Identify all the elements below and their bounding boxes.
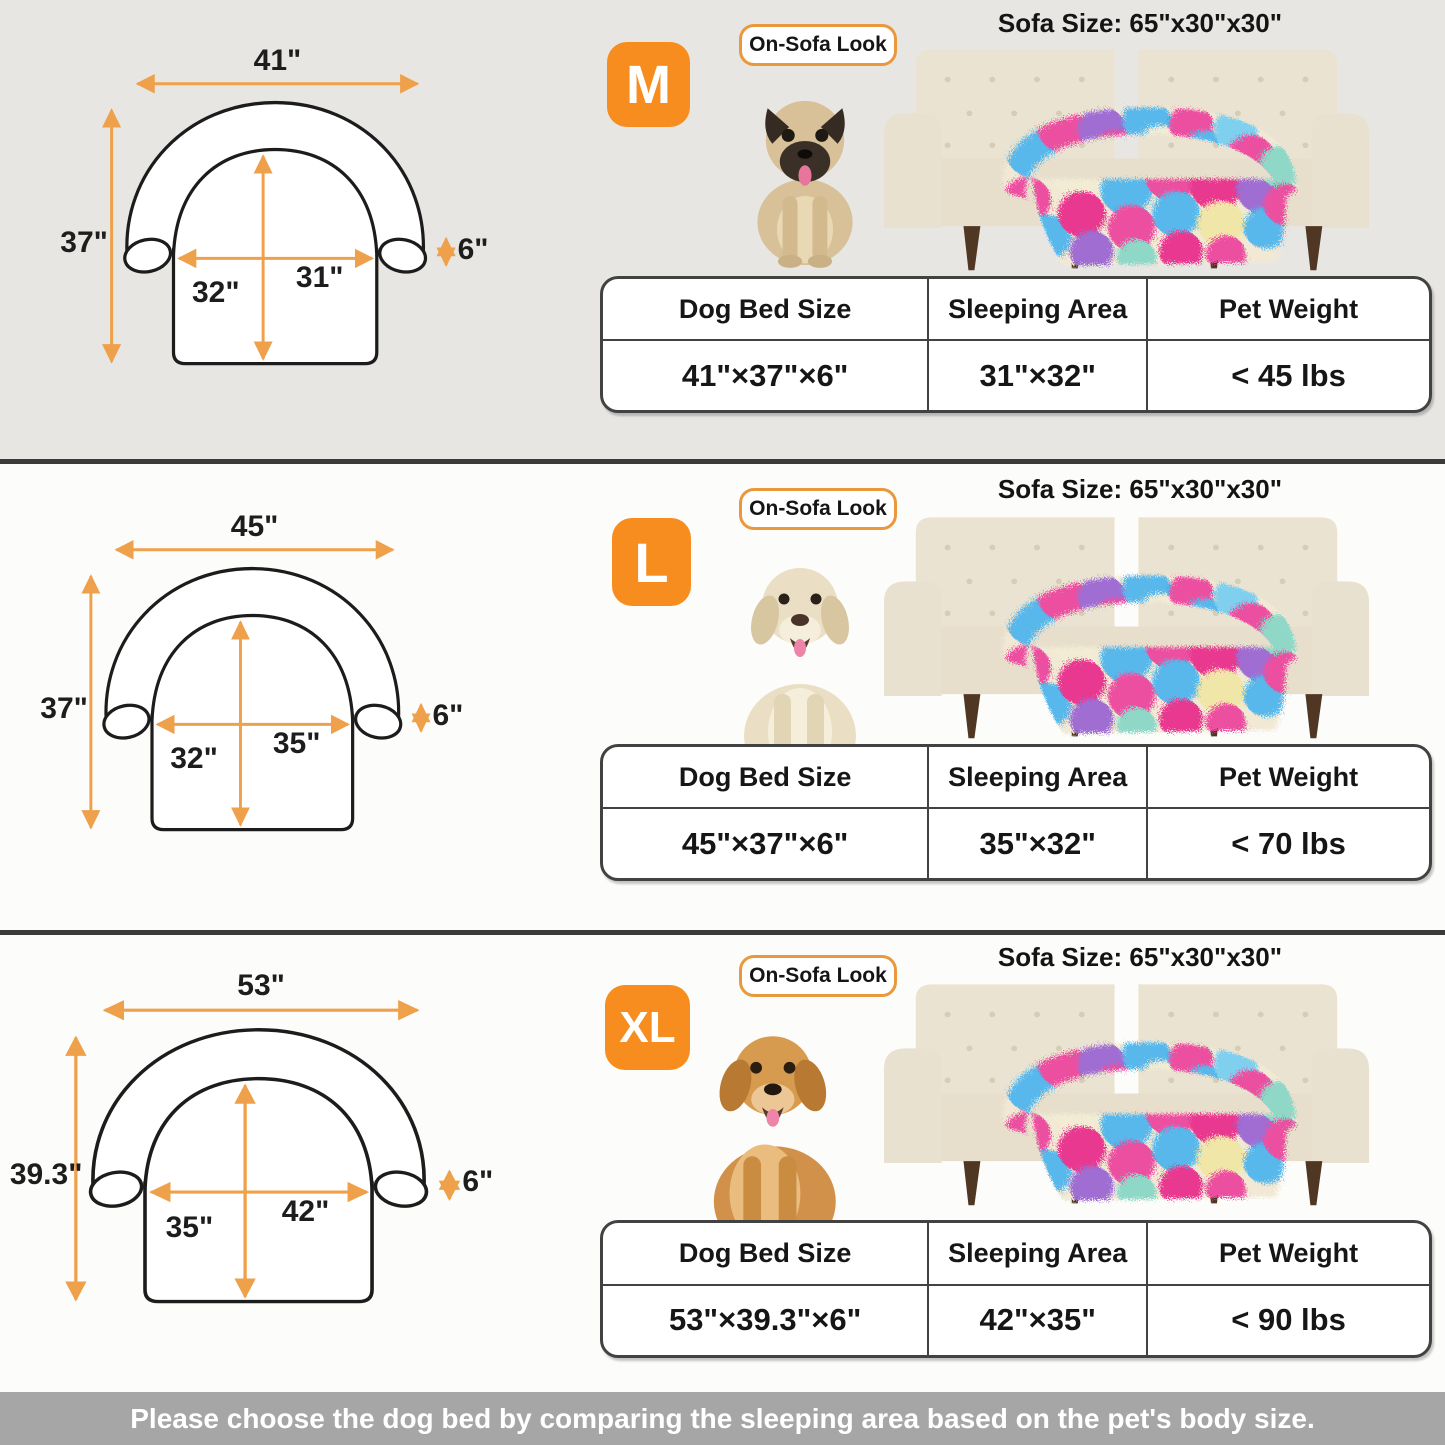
dim-sleep-height: 35" — [165, 1210, 214, 1244]
dim-sleep-width: 42" — [281, 1195, 330, 1228]
value-pet-weight: < 70 lbs — [1231, 825, 1346, 861]
dim-total-height: 37" — [40, 691, 88, 725]
col-header-pet-weight: Pet Weight — [1148, 747, 1429, 809]
value-sleeping-area: 31"×32" — [929, 341, 1148, 410]
section-size-l — [0, 464, 1445, 930]
pug-dog-illustration — [735, 82, 875, 269]
col-header-pet-weight: Pet Weight — [1148, 1223, 1429, 1286]
bed-dimension-diagram-m — [58, 44, 520, 388]
sofa-with-bed-photo — [878, 508, 1375, 743]
dim-sleep-height: 32" — [170, 742, 218, 776]
sofa-with-bed-photo — [878, 975, 1375, 1210]
bed-dimension-diagram-xl — [9, 969, 532, 1327]
value-pet-weight: < 45 lbs — [1231, 357, 1346, 393]
dim-total-width: 41" — [253, 44, 302, 77]
on-sofa-look-label: On-Sofa Look — [739, 488, 897, 530]
sofa-rainbow-bed-illustration — [878, 40, 1375, 275]
bed-dimension-diagram-l — [38, 510, 494, 854]
bed-outline-graphic — [16, 975, 532, 1327]
bed-outline-graphic — [58, 50, 520, 388]
col-header-bed-size: Dog Bed Size — [603, 279, 929, 341]
dim-bolster-height: 6" — [462, 1165, 494, 1199]
sofa-rainbow-bed-illustration — [878, 975, 1375, 1210]
col-header-bed-size: Dog Bed Size — [603, 1223, 929, 1286]
value-pet-weight: < 90 lbs — [1231, 1302, 1346, 1338]
dim-sleep-height: 32" — [191, 276, 240, 310]
value-sleeping-area: 35"×32" — [929, 809, 1148, 878]
size-badge-xl: XL — [605, 985, 690, 1070]
sofa-size-text: Sofa Size: 65"x30"x30" — [997, 8, 1283, 38]
dim-sleep-width: 35" — [272, 727, 321, 761]
bed-outline-graphic — [38, 516, 494, 854]
col-header-sleeping-area: Sleeping Area — [929, 1223, 1148, 1286]
value-sleeping-area: 42"×35" — [929, 1286, 1148, 1355]
sofa-with-bed-photo — [878, 40, 1375, 275]
dim-total-width: 45" — [230, 510, 279, 543]
col-header-bed-size: Dog Bed Size — [603, 747, 929, 809]
size-badge-m: M — [607, 42, 690, 127]
spec-table-xl — [600, 1220, 1432, 1358]
size-badge-l: L — [612, 518, 691, 606]
col-header-sleeping-area: Sleeping Area — [929, 747, 1148, 809]
col-header-sleeping-area: Sleeping Area — [929, 279, 1148, 341]
value-bed-size: 53"×39.3"×6" — [603, 1286, 929, 1355]
footer-note: Please choose the dog bed by comparing the sleeping area based on the pet's body size. — [0, 1392, 1445, 1445]
dim-bolster-height: 6" — [432, 698, 464, 732]
section-size-m — [0, 0, 1445, 459]
dim-bolster-height: 6" — [457, 232, 489, 266]
spec-table-l — [600, 744, 1432, 881]
spec-table-m — [600, 276, 1432, 413]
pug-photo — [735, 82, 875, 269]
dim-sleep-width: 31" — [295, 261, 344, 295]
sofa-size-text: Sofa Size: 65"x30"x30" — [997, 474, 1283, 504]
value-bed-size: 41"×37"×6" — [603, 341, 929, 410]
section-size-xl — [0, 935, 1445, 1392]
sofa-size-text: Sofa Size: 65"x30"x30" — [997, 942, 1283, 972]
col-header-pet-weight: Pet Weight — [1148, 279, 1429, 341]
on-sofa-look-label: On-Sofa Look — [739, 24, 897, 66]
dim-total-height: 37" — [60, 225, 108, 259]
value-bed-size: 45"×37"×6" — [603, 809, 929, 878]
sofa-rainbow-bed-illustration — [878, 508, 1375, 743]
on-sofa-look-label: On-Sofa Look — [739, 955, 897, 997]
dim-total-width: 53" — [237, 969, 285, 1002]
dim-total-height: 39.3" — [9, 1158, 83, 1192]
